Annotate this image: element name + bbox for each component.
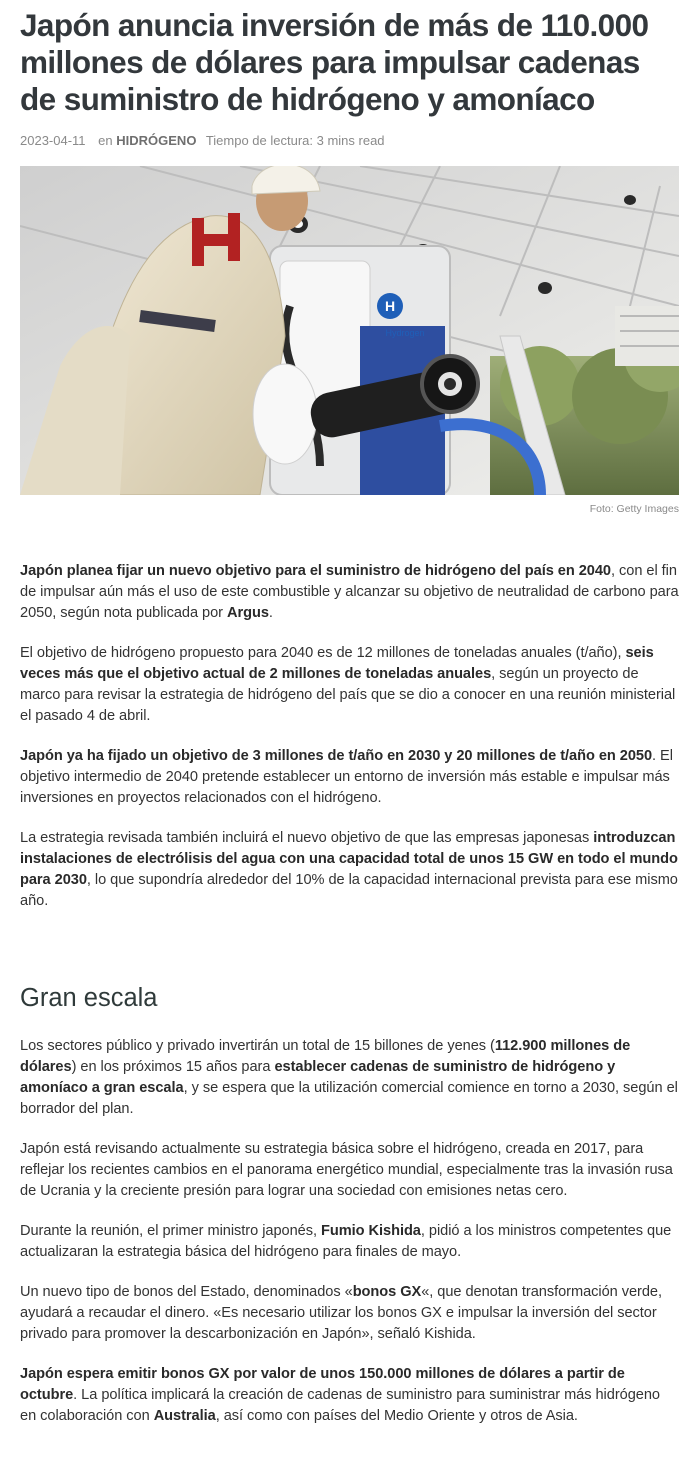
reading-time: Tiempo de lectura: 3 mins read	[205, 133, 385, 148]
paragraph-4	[20, 828, 679, 912]
paragraph-1-bold-1: Japón planea fijar un nuevo objetivo para el suministro de hidrógeno del país en 2040	[20, 563, 611, 579]
paragraph-9-text-2: , así como con países del Medio Oriente y otros de Asia.	[215, 1408, 578, 1424]
article-body	[20, 561, 679, 1427]
sign-letter: H	[384, 298, 396, 314]
category-prefix: en	[98, 133, 113, 148]
paragraph-3	[20, 746, 679, 809]
paragraph-7	[20, 1221, 679, 1263]
paragraph-1-text-1: , con el fin de impulsar aún más el uso de este combustible y alcanzar su objetivo de neutralidad de carbono para 2050, según nota publicada por	[20, 563, 679, 621]
paragraph-8-text-2: «, que denotan transformación verde, ayudará a recaudar el dinero. «Es necesario utilizar los bonos GX e impulsar la inversión del sector privado para promover la descarbonización en Japón», señaló Kishida.	[20, 1284, 662, 1342]
paragraph-4-text-1: La estrategia revisada también incluirá el nuevo objetivo de que las empresas japonesas	[20, 830, 594, 846]
publish-date: 2023-04-11	[20, 133, 86, 148]
paragraph-5-text-3: , y se espera que la utilización comercial comience en torno a 2030, según el borrador del plan.	[20, 1080, 678, 1117]
paragraph-9	[20, 1364, 679, 1427]
article	[20, 0, 679, 1427]
paragraph-5-text-2: ) en los próximos 15 años para	[71, 1059, 275, 1075]
image-caption: Foto: Getty Images	[589, 503, 679, 515]
paragraph-9-bold-1: Japón espera emitir bonos GX por valor de unos 150.000 millones de dólares a partir de octubre	[20, 1366, 625, 1403]
paragraph-7-text-2: , pidió a los ministros competentes que actualizaran la estrategia básica del hidrógeno para finales de mayo.	[20, 1223, 672, 1260]
paragraph-8	[20, 1282, 679, 1345]
article-title: Japón anuncia inversión de más de 110.000 millones de dólares para impulsar cadenas de suministro de hidrógeno y amoníaco	[20, 7, 649, 117]
paragraph-4-text-2: , lo que supondría alrededor del 10% de la capacidad internacional prevista para ese mismo año.	[20, 872, 678, 909]
paragraph-2	[20, 643, 679, 727]
featured-image	[20, 166, 679, 495]
paragraph-6	[20, 1139, 679, 1202]
paragraph-9-text-1: . La política implicará la creación de cadenas de suministro para suministrar más hidrógeno en colaboración con	[20, 1387, 660, 1424]
section-heading: Gran escala	[20, 984, 158, 1012]
paragraph-5-text-1: Los sectores público y privado invertirán un total de 15 billones de yenes (	[20, 1038, 495, 1054]
paragraph-6-text-1: Japón está revisando actualmente su estrategia básica sobre el hidrógeno, creada en 2017, para reflejar los recientes cambios en el panorama energético mundial, especialmente tras la invasión rusa de Ucrania y la creciente presión para lograr una sociedad con emisiones netas cero.	[20, 1141, 673, 1199]
paragraph-7-bold-1: Fumio Kishida	[320, 1223, 421, 1239]
paragraph-2-text-2: , según un proyecto de marco para revisar la estrategia de hidrógeno del país que se dio a conocer en una reunión ministerial el pasado 4 de abril.	[20, 666, 676, 724]
paragraph-5-bold-1: 112.900 millones de dólares	[20, 1038, 631, 1075]
paragraph-1-text-2: .	[268, 605, 273, 621]
sign-text: Hydrogen	[385, 328, 425, 338]
paragraph-8-bold-1: bonos GX	[352, 1284, 422, 1300]
paragraph-2-bold-1: seis veces más que el objetivo actual de 2 millones de toneladas anuales	[20, 645, 654, 682]
paragraph-1	[20, 561, 679, 624]
article-meta	[20, 133, 679, 151]
paragraph-5-bold-2: establecer cadenas de suministro de hidrógeno y amoníaco a gran escala	[20, 1059, 616, 1096]
paragraph-2-text-1: El objetivo de hidrógeno propuesto para 2040 es de 12 millones de toneladas anuales (t/año),	[20, 645, 626, 661]
paragraph-4-bold-1: introduzcan instalaciones de electrólisis del agua con una capacidad total de unos 15 GW en todo el mundo para 2030	[20, 830, 678, 888]
paragraph-9-bold-2: Australia	[153, 1408, 216, 1424]
paragraph-7-text-1: Durante la reunión, el primer ministro japonés,	[20, 1223, 321, 1239]
featured-figure	[20, 166, 679, 517]
paragraph-3-text-1: . El objetivo intermedio de 2040 pretende establecer un entorno de inversión más estable e impulsar más inversiones en proyectos relacionados con el hidrógeno.	[20, 748, 673, 806]
hydrogen-station-illustration	[20, 166, 679, 495]
paragraph-5	[20, 1036, 679, 1120]
paragraph-3-bold-1: Japón ya ha fijado un objetivo de 3 millones de t/año en 2030 y 20 millones de t/año en 2050	[20, 748, 653, 764]
paragraph-1-bold-2: Argus	[226, 605, 269, 621]
paragraph-8-text-1: Un nuevo tipo de bonos del Estado, denominados «	[20, 1284, 353, 1300]
category-link[interactable]: HIDRÓGENO	[116, 133, 197, 148]
